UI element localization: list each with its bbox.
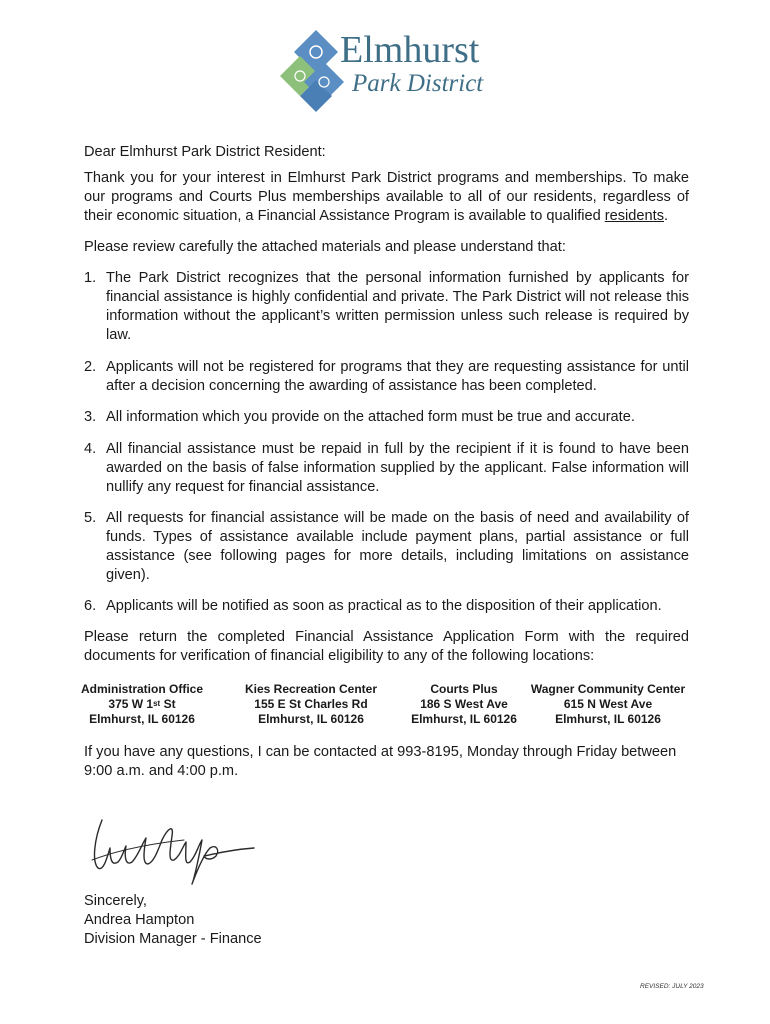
list-text: All requests for financial assistance will be made on the basis of need and availability of funds. Types of assistance available include payment plans, partial assistance or full assistance (see following pages for more details, including limitations on assistance given).	[106, 510, 689, 583]
location-name: Kies Recreation Center	[244, 682, 378, 696]
signer-name: Andrea Hampton	[84, 912, 195, 928]
location-administration	[62, 682, 222, 727]
salutation: Dear Elmhurst Park District Resident:	[84, 144, 326, 160]
logo-emblem-icon	[278, 28, 348, 112]
closing: Sincerely,	[84, 893, 147, 909]
list-item	[84, 408, 689, 427]
location-city: Elmhurst, IL 60126	[258, 712, 364, 726]
list-text: Applicants will be notified as soon as practical as to the disposition of their application.	[106, 598, 662, 614]
intro-paragraph	[84, 169, 689, 226]
logo-line2: Park District	[352, 70, 484, 97]
location-city: Elmhurst, IL 60126	[555, 712, 661, 726]
signature-image	[88, 810, 258, 890]
list-item	[84, 509, 689, 585]
list-text: Applicants will not be registered for programs that they are requesting assistance for until after a decision concerning the awarding of assistance has been completed.	[106, 359, 689, 394]
signer-title: Division Manager - Finance	[84, 931, 262, 947]
intro-text: Thank you for your interest in Elmhurst Park District programs and memberships. To make our programs and Courts Plus memberships available to all of our residents, regardless of their economic situation, a Financial Assistance Program is available to qualified	[84, 170, 689, 224]
list-number: 4.	[84, 441, 97, 457]
list-item	[84, 269, 689, 345]
elmhurst-park-district-logo	[278, 28, 493, 112]
logo-line1: Elmhurst	[340, 29, 480, 71]
location-street: 186 S West Ave	[420, 697, 508, 711]
location-wagner	[528, 682, 688, 727]
intro-end: .	[664, 208, 669, 224]
list-number: 1.	[84, 270, 97, 286]
residents-link: residents	[604, 208, 664, 224]
location-city: Elmhurst, IL 60126	[411, 712, 517, 726]
list-item	[84, 440, 689, 497]
revised-date: REVISED: JULY 2023	[640, 983, 704, 990]
list-item	[84, 597, 689, 616]
list-number: 3.	[84, 409, 97, 425]
list-number: 5.	[84, 510, 97, 526]
location-name: Wagner Community Center	[530, 682, 686, 696]
return-paragraph: Please return the completed Financial Assistance Application Form with the required documents for verification of financial eligibility to any of the following locations:	[84, 629, 689, 664]
list-text: All financial assistance must be repaid in full by the recipient if it is found to have been awarded on the basis of false information supplied by the applicant. False information will nullify any request for financial assistance.	[106, 441, 689, 495]
location-name: Administration Office	[80, 682, 203, 696]
list-number: 2.	[84, 359, 97, 375]
review-line: Please review carefully the attached materials and please understand that:	[84, 239, 566, 255]
list-item	[84, 358, 689, 396]
location-street: 615 N West Ave	[563, 697, 653, 711]
location-name: Courts Plus	[430, 682, 498, 696]
list-text: The Park District recognizes that the personal information furnished by applicants for financial assistance is highly confidential and private. The Park District will not release this information without the applicant’s written permission unless such release is required by law.	[106, 270, 689, 343]
location-courts-plus	[384, 682, 544, 727]
location-street: 375 W 1st St	[108, 697, 176, 711]
location-city: Elmhurst, IL 60126	[89, 712, 195, 726]
location-street: 155 E St Charles Rd	[254, 697, 368, 711]
location-kies	[231, 682, 391, 727]
list-number: 6.	[84, 598, 97, 614]
contact-paragraph: If you have any questions, I can be contacted at 993-8195, Monday through Friday between 9:00 a.m. and 4:00 p.m.	[84, 744, 677, 779]
list-text: All information which you provide on the attached form must be true and accurate.	[106, 409, 635, 425]
